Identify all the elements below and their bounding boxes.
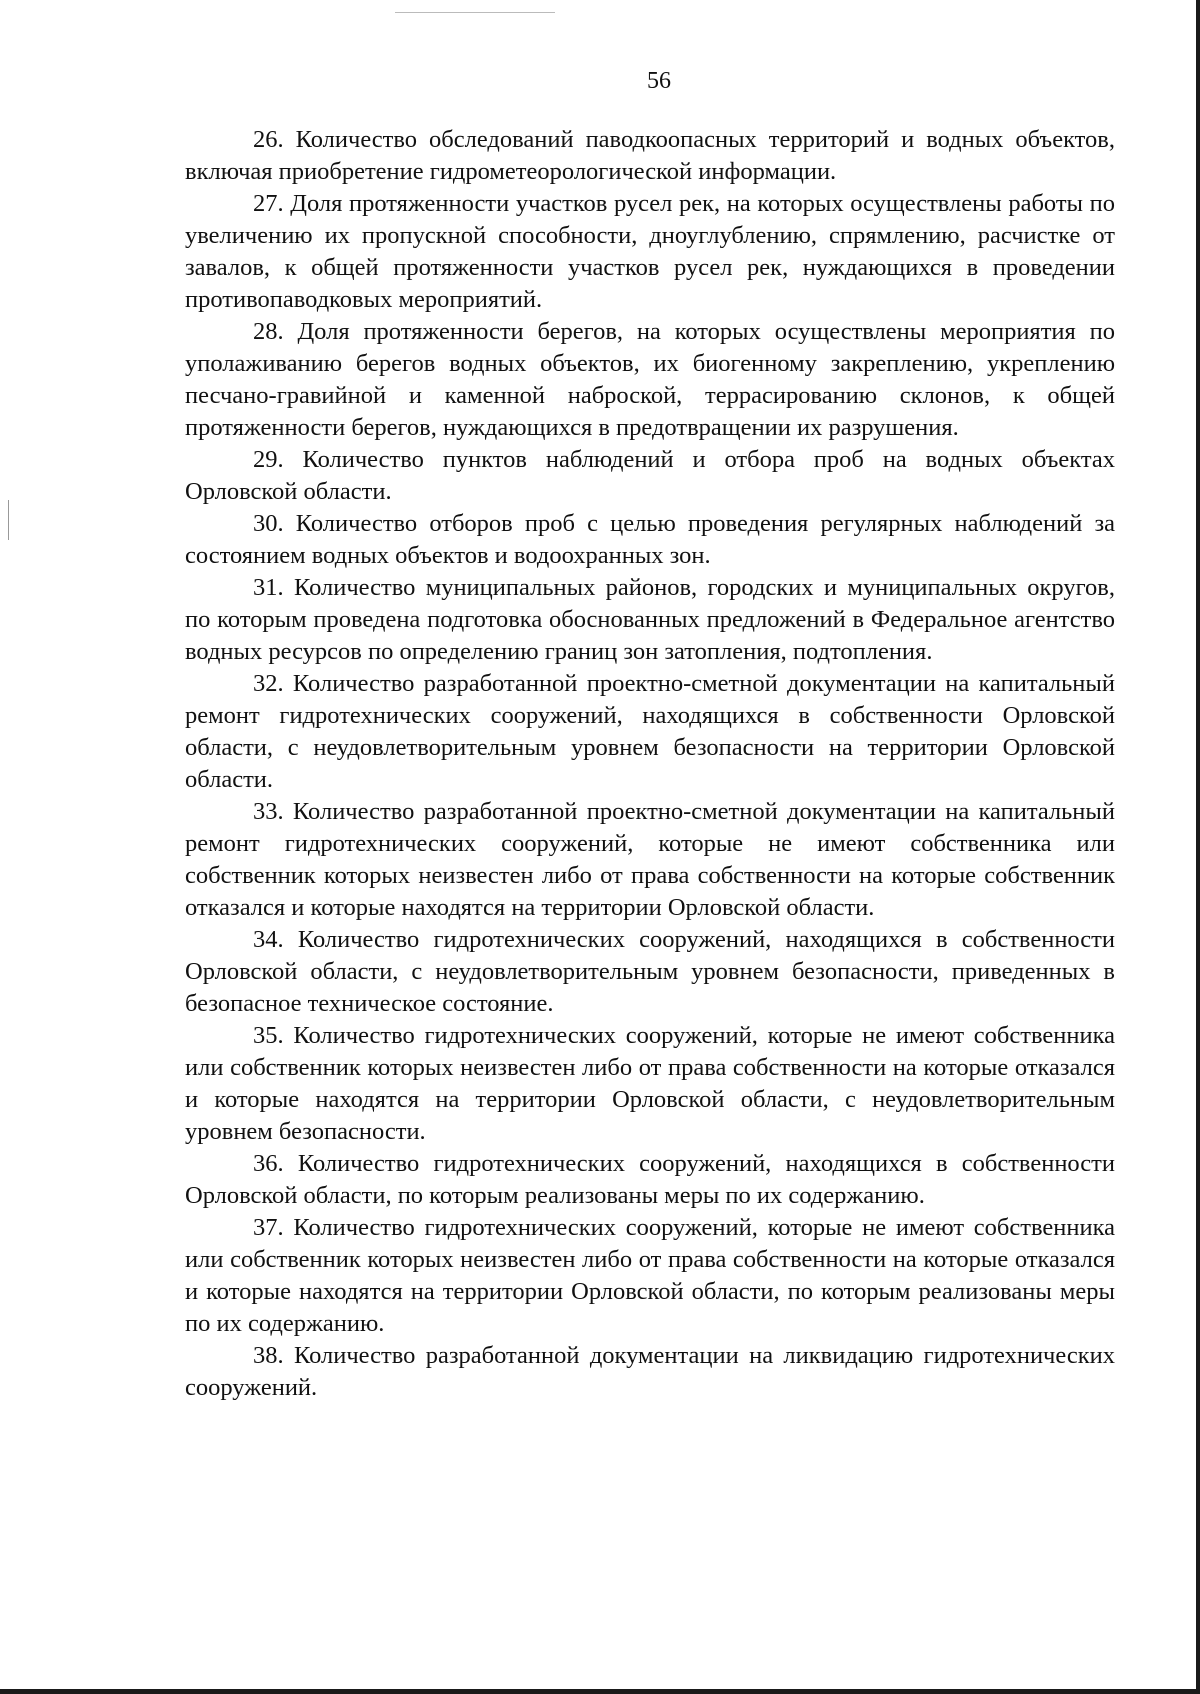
paragraph-36: 36. Количество гидротехнических сооружений, находящихся в собственности Орловской области, по которым реализованы меры по их содержанию. [185, 1150, 1115, 1209]
paragraph-27: 27. Доля протяженности участков русел рек, на которых осуществлены работы по увеличению их пропускной способности, дноуглублению, спрямлению, расчистке от завалов, к общей протяженности участков русел рек, нуждающихся в проведении противопаводковых мероприятий. [185, 190, 1115, 313]
scan-artifact-left [8, 500, 9, 540]
scan-border-right [1196, 0, 1200, 1694]
paragraph-32: 32. Количество разработанной проектно-сметной документации на капитальный ремонт гидротехнических сооружений, находящихся в собственности Орловской области, с неудовлетворительным уровнем безопасности на территории Орловской области. [185, 670, 1115, 793]
paragraph-33: 33. Количество разработанной проектно-сметной документации на капитальный ремонт гидротехнических сооружений, которые не имеют собственника или собственник которых неизвестен либо от права собственности на которые собственник отказался и которые находятся на территории Орловской области. [185, 798, 1115, 921]
paragraph-34: 34. Количество гидротехнических сооружений, находящихся в собственности Орловской области, с неудовлетворительным уровнем безопасности, приведенных в безопасное техническое состояние. [185, 926, 1115, 1017]
paragraph-31: 31. Количество муниципальных районов, городских и муниципальных округов, по которым проведена подготовка обоснованных предложений в Федеральное агентство водных ресурсов по определению границ зон затопления, подтопления. [185, 574, 1115, 665]
document-body [185, 124, 1115, 1404]
scan-border-bottom [0, 1689, 1200, 1694]
paragraph-30: 30. Количество отборов проб с целью проведения регулярных наблюдений за состоянием водных объектов и водоохранных зон. [185, 510, 1115, 569]
paragraph-38: 38. Количество разработанной документации на ликвидацию гидротехнических сооружений. [185, 1342, 1115, 1401]
paragraph-37: 37. Количество гидротехнических сооружений, которые не имеют собственника или собственник которых неизвестен либо от права собственности на которые отказался и которые находятся на территории Орловской области, по которым реализованы меры по их содержанию. [185, 1214, 1115, 1337]
scan-artifact-top [395, 12, 555, 13]
paragraph-29: 29. Количество пунктов наблюдений и отбора проб на водных объектах Орловской области. [185, 446, 1115, 505]
paragraph-28: 28. Доля протяженности берегов, на которых осуществлены мероприятия по уполаживанию берегов водных объектов, их биогенному закреплению, укреплению песчано-гравийной и каменной наброской, террасированию склонов, к общей протяженности берегов, нуждающихся в предотвращении их разрушения. [185, 318, 1115, 441]
paragraph-26: 26. Количество обследований паводкоопасных территорий и водных объектов, включая приобретение гидрометеорологической информации. [185, 126, 1115, 185]
page-number: 56 [647, 68, 671, 94]
paragraph-35: 35. Количество гидротехнических сооружений, которые не имеют собственника или собственник которых неизвестен либо от права собственности на которые отказался и которые находятся на территории Орловской области, с неудовлетворительным уровнем безопасности. [185, 1022, 1115, 1145]
